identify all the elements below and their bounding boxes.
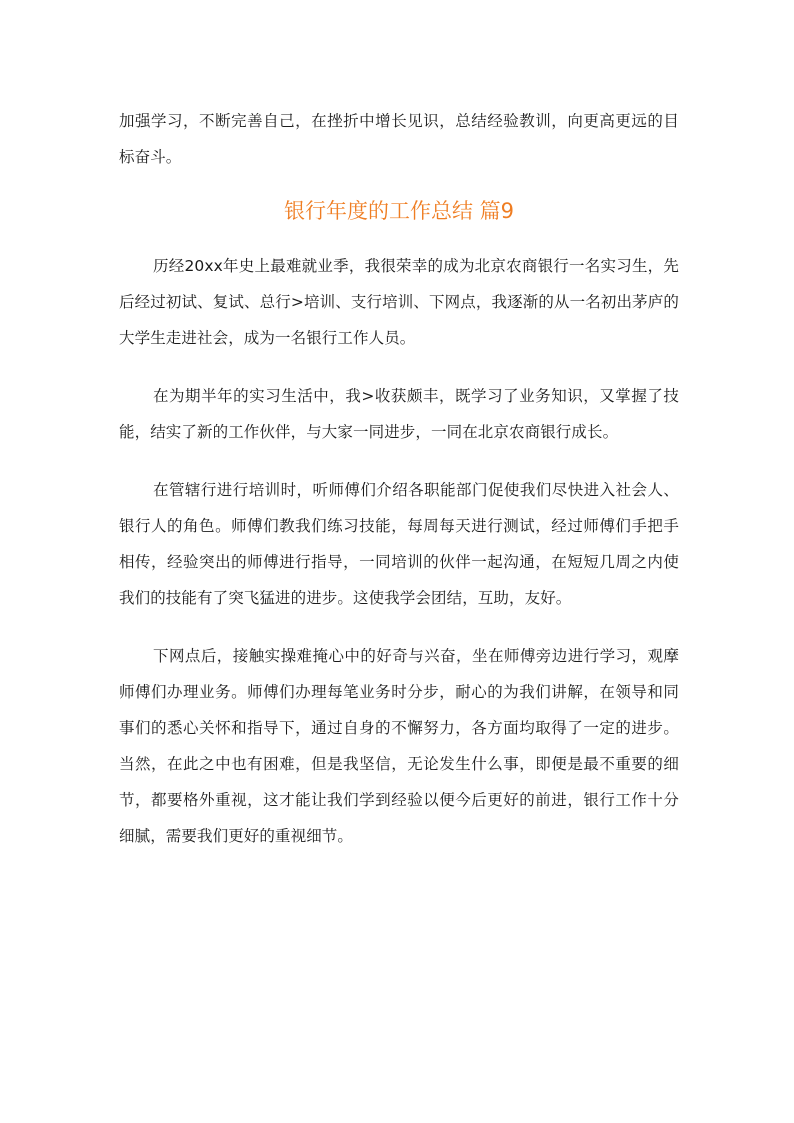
paragraph-4: 下网点后，接触实操难掩心中的好奇与兴奋，坐在师傅旁边进行学习，观摩师傅们办理业务。师傅们办理每笔业务时分步，耐心的为我们讲解，在领导和同事们的悉心关怀和指导下，通过自身的不懈努力，各方面均取得了一定的进步。当然，在此之中也有困难，但是我坚信，无论发生什么事，即便是最不重要的细节，都要格外重视，这才能让我们学到经验以便今后更好的前进，银行工作十分细腻，需要我们更好的重视细节。 [119,647,679,845]
paragraph-2: 在为期半年的实习生活中，我>收获颇丰，既学习了业务知识，又掌握了技能，结实了新的工作伙伴，与大家一同进步，一同在北京农商银行成长。 [119,387,679,441]
paragraph-spacer [119,356,679,378]
section-title: 银行年度的工作总结 篇9 [283,199,515,223]
paragraph-spacer [119,616,679,638]
paragraph-1: 历经20xx年史上最难就业季，我很荣幸的成为北京农商银行一名实习生，先后经过初试、复试、总行>培训、支行培训、下网点，我逐渐的从一名初出茅庐的大学生走进社会，成为一名银行工作人员。 [119,257,679,347]
document-body [119,103,679,854]
paragraph-3: 在管辖行进行培训时，听师傅们介绍各职能部门促使我们尽快进入社会人、银行人的角色。师傅们教我们练习技能，每周每天进行测试，经过师傅们手把手相传，经验突出的师傅进行指导，一同培训的伙伴一起沟通，在短短几周之内使我们的技能有了突飞猛进的进步。这使我学会团结，互助，友好。 [119,481,679,607]
paragraph-spacer [119,450,679,472]
opening-paragraph: 加强学习，不断完善自己，在挫折中增长见识，总结经验教训，向更高更远的目标奋斗。 [119,112,679,166]
